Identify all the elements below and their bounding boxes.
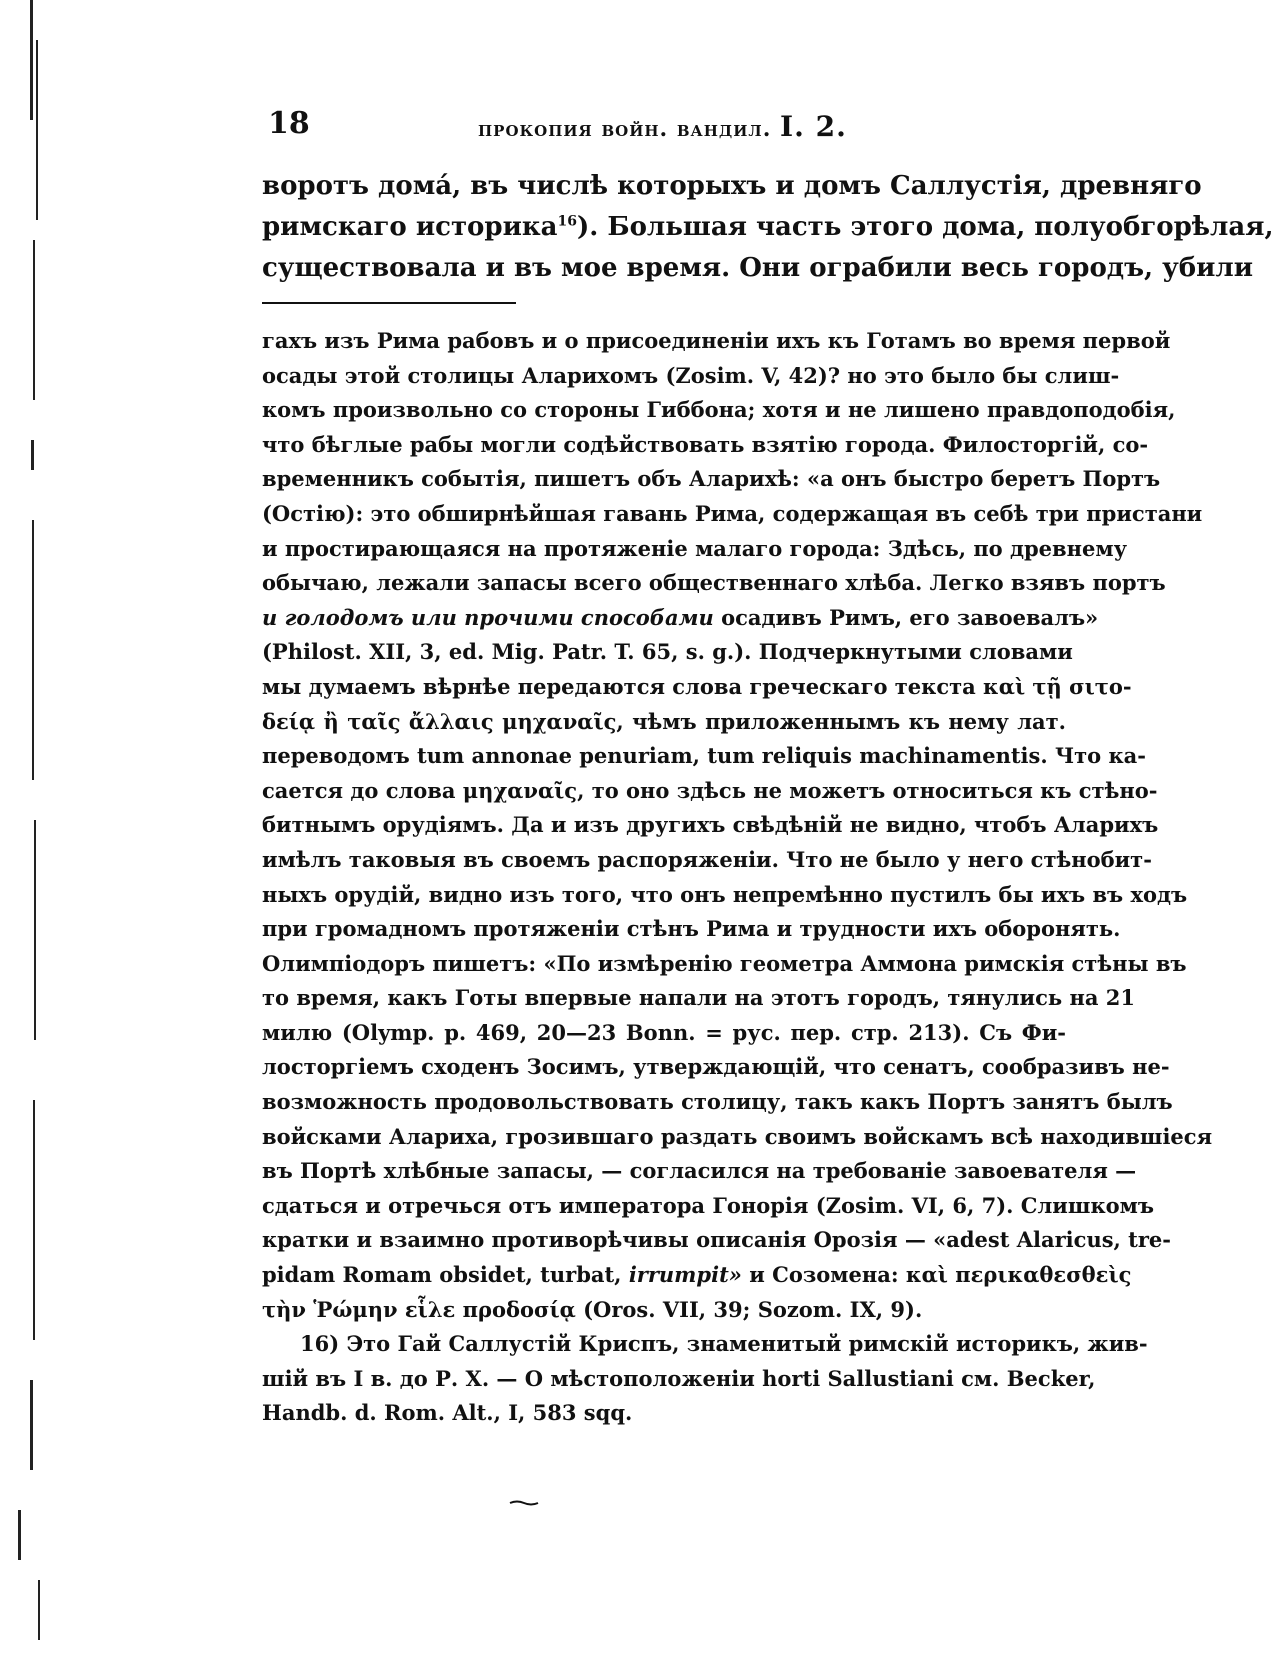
scan-margin-artifact: [31, 440, 34, 470]
scan-margin-artifact: [32, 520, 34, 780]
scan-margin-artifact: [18, 1510, 21, 1560]
footnote-line: δείᾳ ἢ ταῖς ἄλλαις μηχαναῖς, чѣмъ приложеннымъ къ нему лат.: [262, 708, 1066, 734]
footnote-line: при громадномъ протяженіи стѣнъ Рима и трудности ихъ оборонять.: [262, 916, 1121, 942]
ornament-icon: [510, 1500, 538, 1506]
footnote-line: Олимпіодоръ пишетъ: «По измѣренію геометра Аммона римскія стѣны въ: [262, 950, 1187, 976]
main-text-line: [262, 207, 1274, 248]
footnote-line: шій въ I в. до Р. Х. — О мѣстоположеніи horti Sallustiani см. Becker,: [262, 1365, 1096, 1391]
footnote-reference: 16: [557, 213, 577, 230]
running-head: [478, 110, 847, 143]
footnote-line: (Philost. XII, 3, ed. Mig. Patr. T. 65, s. g.). Подчеркнутыми словами: [262, 639, 1073, 665]
page-number: 18: [268, 106, 310, 141]
footnotes-block: [262, 324, 1213, 1431]
scan-margin-artifact: [30, 1380, 33, 1470]
footnote-line: ныхъ орудій, видно изъ того, что онъ непремѣнно пустилъ бы ихъ въ ходъ: [262, 881, 1188, 907]
running-head-part: I. 2.: [780, 110, 847, 143]
footnote-line: что бѣглые рабы могли содѣйствовать взятію города. Филосторгій, со-: [262, 431, 1149, 457]
footnote-line: имѣлъ таковыя въ своемъ распоряженіи. Что не было у него стѣнобит-: [262, 846, 1152, 872]
footnote-line: битнымъ орудіямъ. Да и изъ другихъ свѣдѣній не видно, чтобъ Аларихъ: [262, 812, 1159, 838]
footnote-line: и простирающаяся на протяженіе малаго города: Здѣсь, по древнему: [262, 535, 1128, 561]
footnote-line: 16) Это Гай Саллустій Криспъ, знаменитый римскій историкъ, жив-: [300, 1331, 1148, 1357]
footnote-line: милю (Olymp. p. 469, 20—23 Bonn. = рус. пер. стр. 213). Съ Фи-: [262, 1019, 1066, 1045]
footnote-line: войсками Алариха, грозившаго раздать своимъ войскамъ всѣ находившіеся: [262, 1123, 1213, 1149]
footnote-line: обычаю, лежали запасы всего общественнаго хлѣба. Легко взявъ портъ: [262, 570, 1166, 596]
footnote-line: τὴν Ῥώμην εἷλε προδοσίᾳ (Oros. VII, 39; Sozom. IX, 9).: [262, 1296, 923, 1322]
italic-phrase: и голодомъ или прочими способами: [262, 604, 714, 630]
footnote-line: переводомъ tum annonae penuriam, tum reliquis machinamentis. Что ка-: [262, 743, 1146, 769]
footnote-line: кратки и взаимно противорѣчивы описанія Орозія — «adest Alaricus, tre-: [262, 1227, 1171, 1253]
main-text-segment: римскаго историка: [262, 212, 558, 242]
scan-margin-artifact: [33, 240, 35, 400]
footnote-segment: и Созомена: καὶ περικαθεσθεὶς: [749, 1262, 1132, 1288]
footnote-segment: осадивъ Римъ, его завоевалъ»: [721, 604, 1099, 630]
running-head-title: прокопия войн. вандил.: [478, 116, 772, 142]
scan-margin-artifact: [34, 820, 36, 1040]
footnote-segment: pidam Romam obsidet, turbat,: [262, 1262, 622, 1288]
footnote-line: (Остію): это обширнѣйшая гавань Рима, содержащая въ себѣ три пристани: [262, 500, 1203, 526]
footnote-line: комъ произвольно со стороны Гиббона; хотя и не лишено правдоподобія,: [262, 397, 1176, 423]
footnote-line: то время, какъ Готы впервые напали на этотъ городъ, тянулись на 21: [262, 985, 1135, 1011]
footnote-line: возможность продовольствовать столицу, такъ какъ Портъ занятъ былъ: [262, 1089, 1173, 1115]
footnote-line: въ Портѣ хлѣбные запасы, — согласился на требованіе завоевателя —: [262, 1158, 1137, 1184]
italic-phrase: irrumpit»: [628, 1262, 742, 1288]
main-text-block: [262, 166, 1274, 289]
main-text-line: воротъ домá, въ числѣ которыхъ и домъ Саллустія, древняго: [262, 171, 1202, 201]
footnote-line: Handb. d. Rom. Alt., I, 583 sqq.: [262, 1400, 633, 1426]
scan-margin-artifact: [36, 40, 38, 220]
footnote-line: сдаться и отречься отъ императора Гонорія (Zosim. VI, 6, 7). Слишкомъ: [262, 1192, 1154, 1218]
footnote-line: мы думаемъ вѣрнѣе передаются слова греческаго текста καὶ τῇ σιτο-: [262, 673, 1132, 699]
footnote-line: лосторгіемъ сходенъ Зосимъ, утверждающій, что сенатъ, сообразивъ не-: [262, 1054, 1170, 1080]
footnote-line: временникъ событія, пишетъ объ Аларихѣ: «а онъ быстро беретъ Портъ: [262, 466, 1161, 492]
footnote-line: [262, 601, 1099, 636]
footnote-line: осады этой столицы Аларихомъ (Zosim. V, 42)? но это было бы слиш-: [262, 362, 1120, 388]
footnote-line: сается до слова μηχαναῖς, то оно здѣсь не можетъ относиться къ стѣно-: [262, 777, 1158, 803]
footnote-line: гахъ изъ Рима рабовъ и о присоединеніи ихъ къ Готамъ во время первой: [262, 328, 1171, 353]
main-text-line: существовала и въ мое время. Они ограбили весь городъ, убили: [262, 253, 1254, 283]
main-text-segment: ). Большая часть этого дома, полуобгорѣлая,: [576, 212, 1274, 242]
footnote-separator-rule: [262, 302, 516, 304]
scan-margin-artifact: [38, 1580, 40, 1640]
scan-margin-artifact: [33, 1100, 35, 1340]
page-header: [268, 106, 1068, 146]
scan-margin-artifact: [30, 0, 33, 120]
footnote-line: [262, 1258, 1132, 1293]
